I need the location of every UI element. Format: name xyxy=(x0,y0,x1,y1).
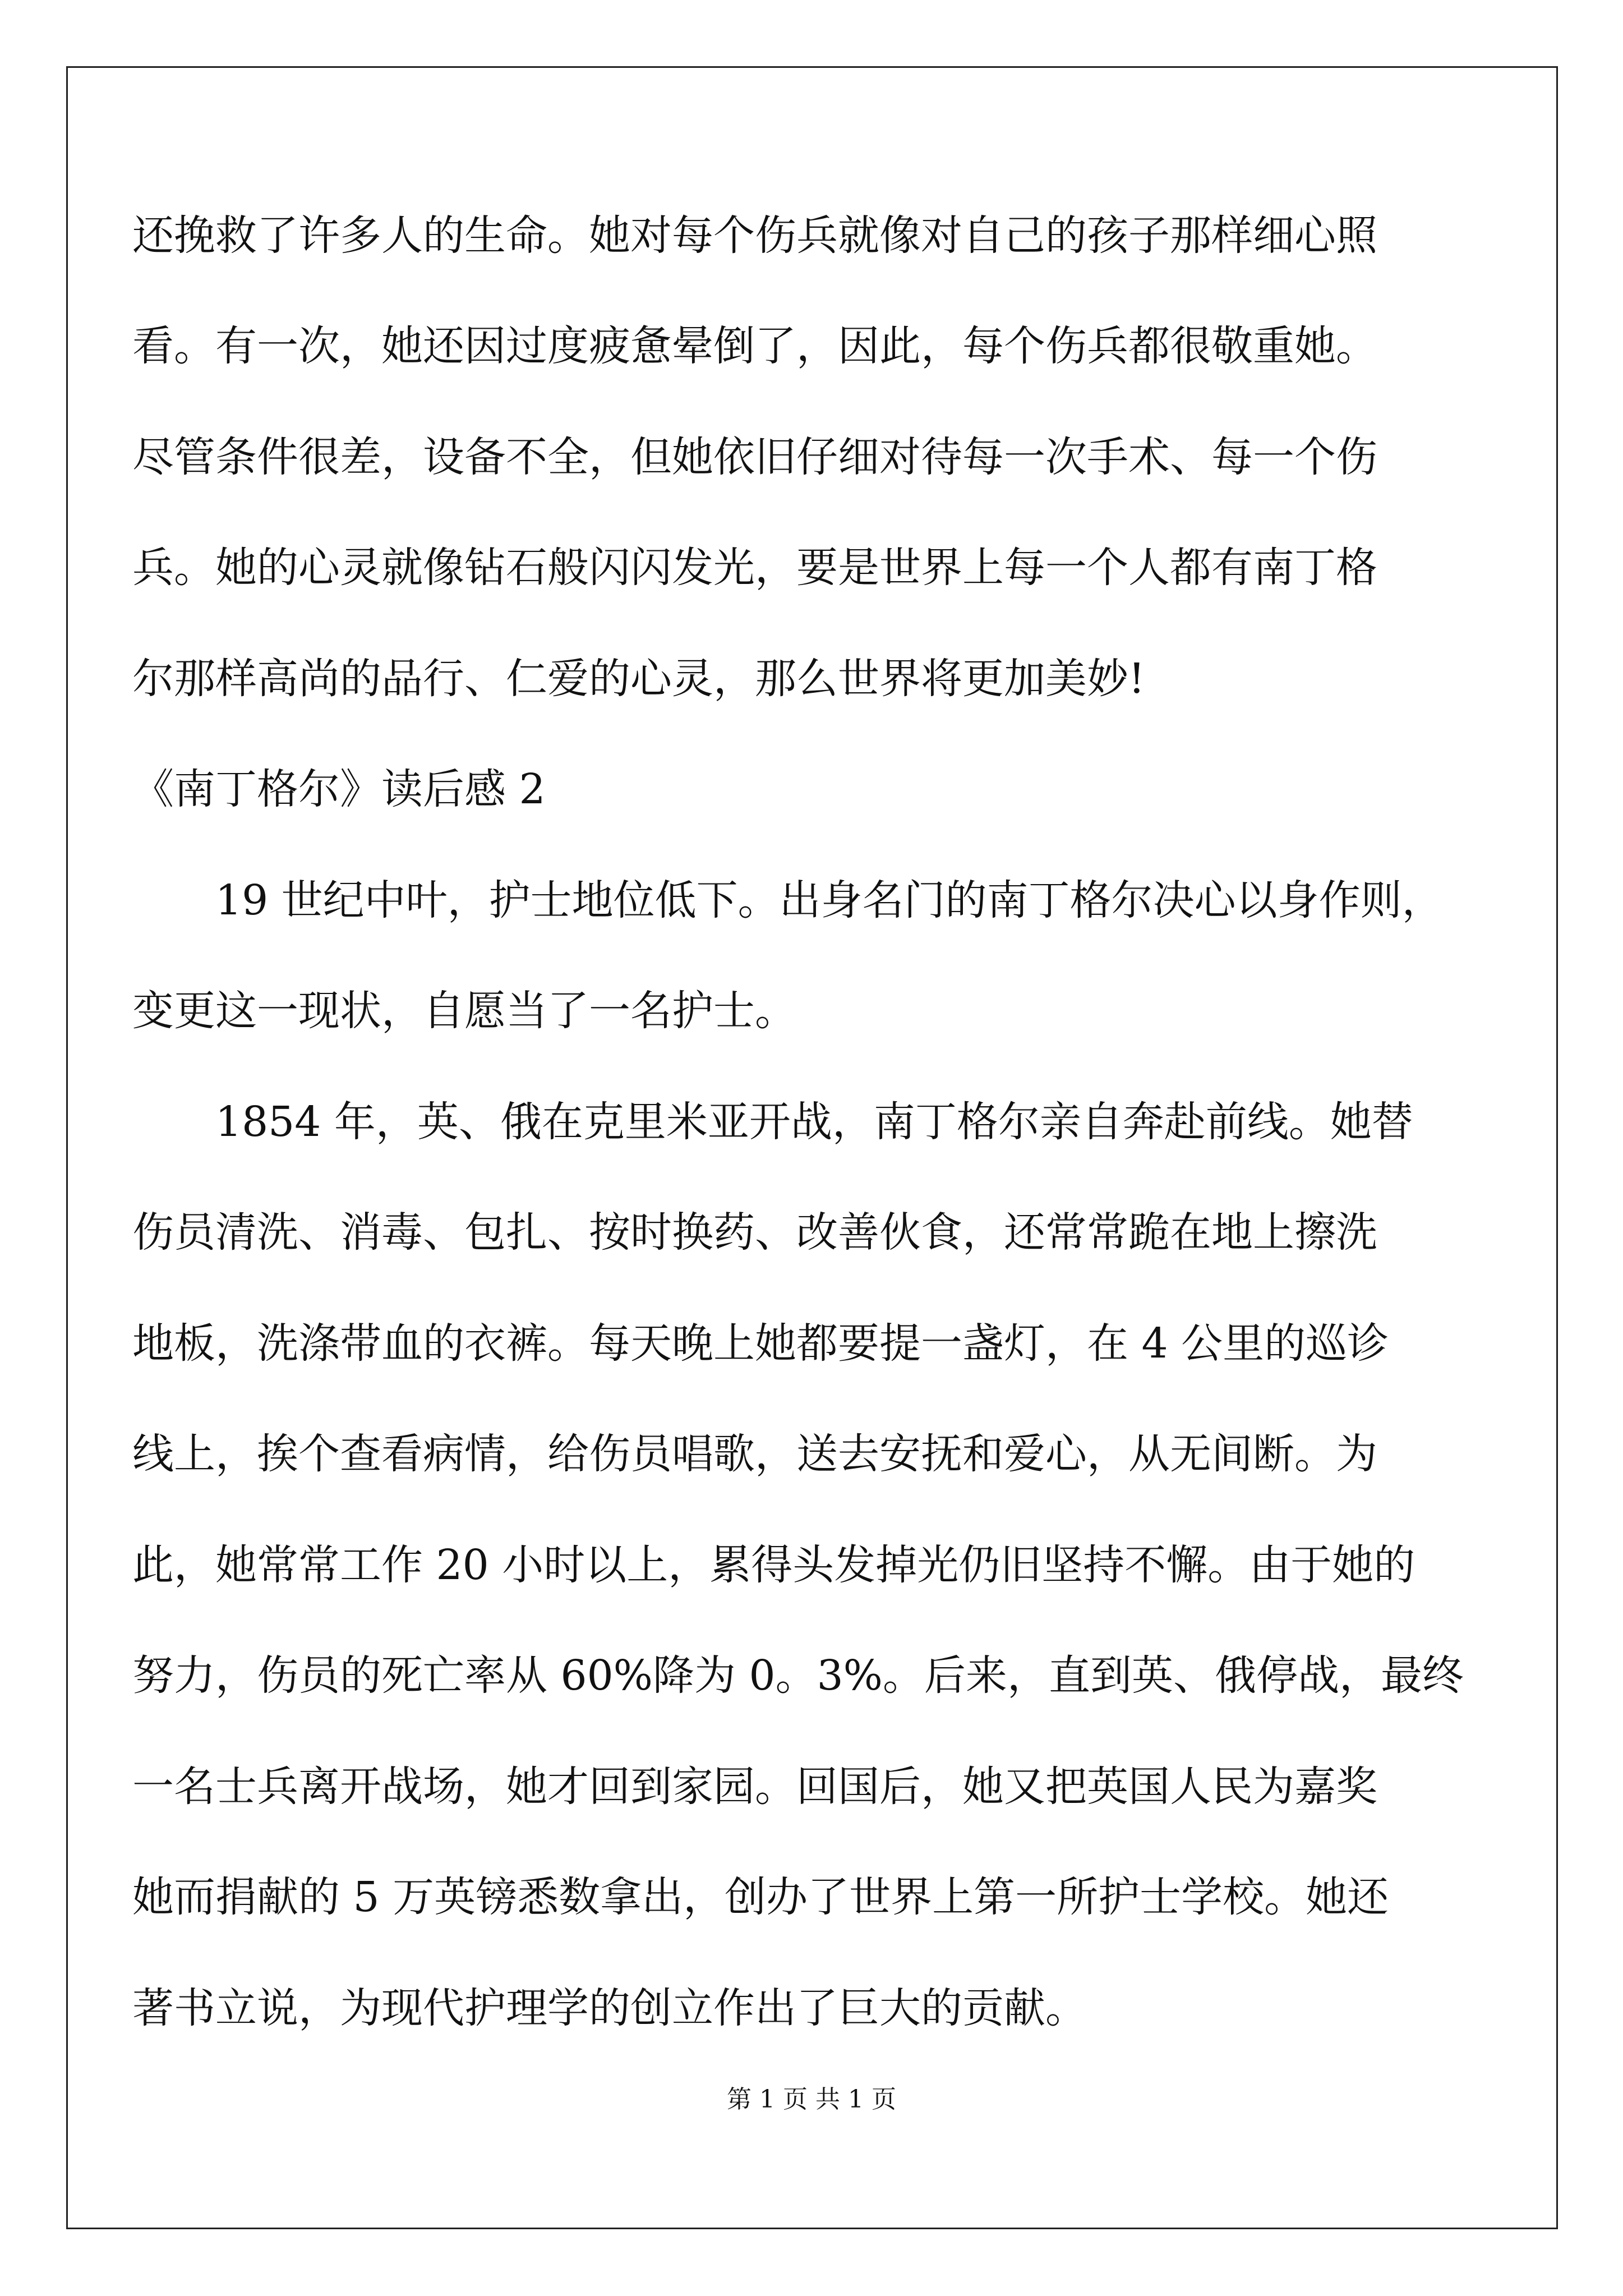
paragraph-line: 著书立说，为现代护理学的创立作出了巨大的贡献。 xyxy=(132,1984,1087,2032)
paragraph-line: 尽管条件很差，设备不全，但她依旧仔细对待每一次手术、每一个伤 xyxy=(132,433,1377,481)
paragraph-line: 努力，伤员的死亡率从 60%降为 0。3%。后来，直到英、俄停战，最终 xyxy=(132,1651,1464,1700)
paragraph-line: 一名士兵离开战场，她才回到家园。回国后，她又把英国人民为嘉奖 xyxy=(132,1763,1377,1811)
page-number-footer: 第 1 页 共 1 页 xyxy=(727,2085,896,2114)
paragraph-line: 还挽救了许多人的生命。她对每个伤兵就像对自己的孩子那样细心照 xyxy=(132,211,1377,260)
paragraph-line: 19 世纪中叶，护士地位低下。出身名门的南丁格尔决心以身作则， xyxy=(215,876,1444,924)
paragraph-line: 伤员清洗、消毒、包扎、按时换药、改善伙食，还常常跪在地上擦洗 xyxy=(132,1208,1377,1257)
paragraph-line: 线上，挨个查看病情，给伤员唱歌，送去安抚和爱心，从无间断。为 xyxy=(132,1430,1377,1478)
paragraph-line: 兵。她的心灵就像钻石般闪闪发光，要是世界上每一个人都有南丁格 xyxy=(132,544,1377,592)
paragraph-line: 她而捐献的 5 万英镑悉数拿出，创办了世界上第一所护士学校。她还 xyxy=(132,1873,1389,1921)
paragraph-line: 看。有一次，她还因过度疲惫晕倒了，因此，每个伤兵都很敬重她。 xyxy=(132,322,1377,370)
section-heading: 《南丁格尔》读后感 2 xyxy=(132,765,546,813)
paragraph-line: 1854 年，英、俄在克里米亚开战，南丁格尔亲自奔赴前线。她替 xyxy=(215,1098,1413,1146)
paragraph-line: 尔那样高尚的品行、仁爱的心灵，那么世界将更加美妙! xyxy=(132,655,1145,703)
paragraph-line: 此，她常常工作 20 小时以上，累得头发掉光仍旧坚持不懈。由于她的 xyxy=(132,1541,1415,1589)
paragraph-line: 变更这一现状，自愿当了一名护士。 xyxy=(132,987,796,1035)
paragraph-line: 地板，洗涤带血的衣裤。每天晚上她都要提一盏灯，在 4 公里的巡诊 xyxy=(132,1319,1389,1368)
